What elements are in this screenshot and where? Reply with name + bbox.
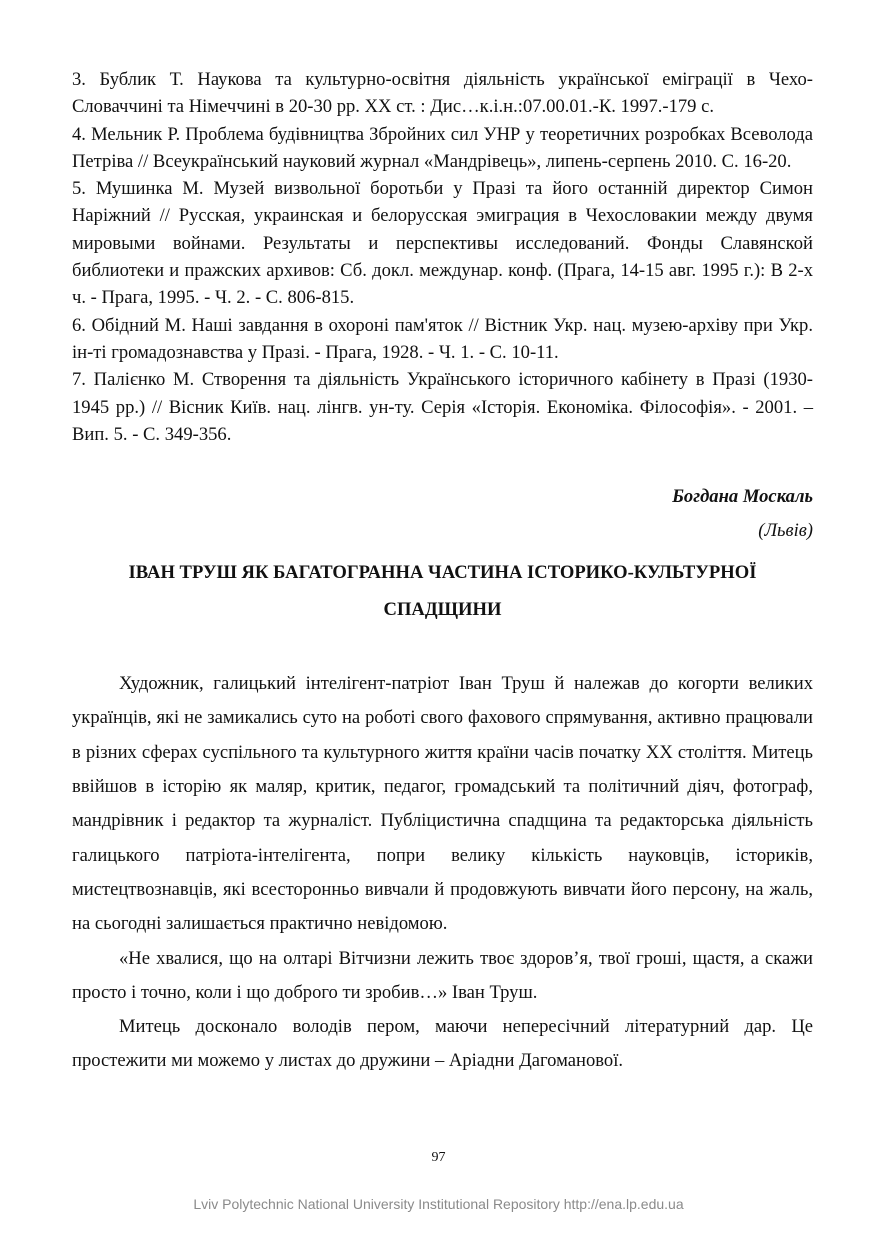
article-body (72, 667, 813, 1079)
reference-item: 6. Обідний М. Наші завдання в охороні пам'яток // Вістник Укр. нац. музею-архіву при Укр. ін-ті громадознавства у Празі. - Прага, 1928. - Ч. 1. - С. 10-11. (72, 314, 813, 363)
body-paragraph: Художник, галицький інтелігент-патріот Іван Труш й належав до когорти великих українців, які не замикались суто на роботі свого фахового спрямування, активно працювали в різних сферах суспільного та культурного життя країни часів початку ХХ століття. Митець ввійшов в історію як маляр, критик, педагог, громадський та політичний діяч, фотограф, мандрівник і редактор та журналіст. Публіцистична спадщина та редакторська діяльність галицького патріота-інтелігента, попри велику кількість науковців, істориків, мистецтвознавців, які всесторонньо вивчали й продовжують вивчати його персону, на жаль, на сьогодні залишається практично невідомою. (72, 673, 813, 935)
author-city: (Львів) (758, 520, 813, 542)
reference-item: 5. Мушинка М. Музей визвольної боротьби у Празі та його останній директор Симон Наріжний // Русская, украинская и белорусская эмиграция в Чехословакии между двумя мировыми войнами. Результаты и перспективы исследований. Фонды Славянской библиотеки и пражских архивов: Сб. докл. междунар. конф. (Прага, 14-15 авг. 1995 г.): В 2-х ч. - Прага, 1995. - Ч. 2. - С. 806-815. (72, 178, 813, 309)
reference-list (72, 66, 813, 448)
reference-item: 4. Мельник Р. Проблема будівництва Збройних сил УНР у теоретичних розробках Всеволода Петріва // Всеукраїнський науковий журнал «Мандрівець», липень-серпень 2010. С. 16-20. (72, 123, 813, 172)
article-author: Богдана Москаль (672, 486, 813, 508)
reference-item: 3. Бублик Т. Наукова та культурно-освітня діяльність української еміграції в Чехо-Словаччині та Німеччині в 20-30 рр. ХХ ст. : Дис…к.і.н.:07.00.01.-К. 1997.-179 с. (72, 69, 813, 118)
page-number: 97 (431, 1150, 446, 1165)
repository-footer: Lviv Polytechnic National University Institutional Repository http://ena.lp.edu.ua (193, 1196, 684, 1212)
author-block (72, 480, 813, 548)
body-paragraph: «Не хвалися, що на олтарі Вітчизни лежить твоє здоров’я, твої гроші, щастя, а скажи просто і точно, коли і що доброго ти зробив…» Іван Труш. (72, 947, 813, 1003)
body-paragraph: Митець досконало володів пером, маючи непересічний літературний дар. Це простежити ми можемо у листах до дружини – Аріадни Дагоманової. (72, 1016, 813, 1072)
reference-item: 7. Палієнко М. Створення та діяльність Українського історичного кабінету в Празі (1930-1945 рр.) // Вісник Київ. нац. лінгв. ун-ту. Серія «Історія. Економіка. Філософія». - 2001. – Вип. 5. - С. 349-356. (72, 369, 813, 445)
article-title: ІВАН ТРУШ ЯК БАГАТОГРАННА ЧАСТИНА ІСТОРИКО-КУЛЬТУРНОЇ СПАДЩИНИ (128, 562, 757, 621)
page-content (72, 66, 813, 1079)
